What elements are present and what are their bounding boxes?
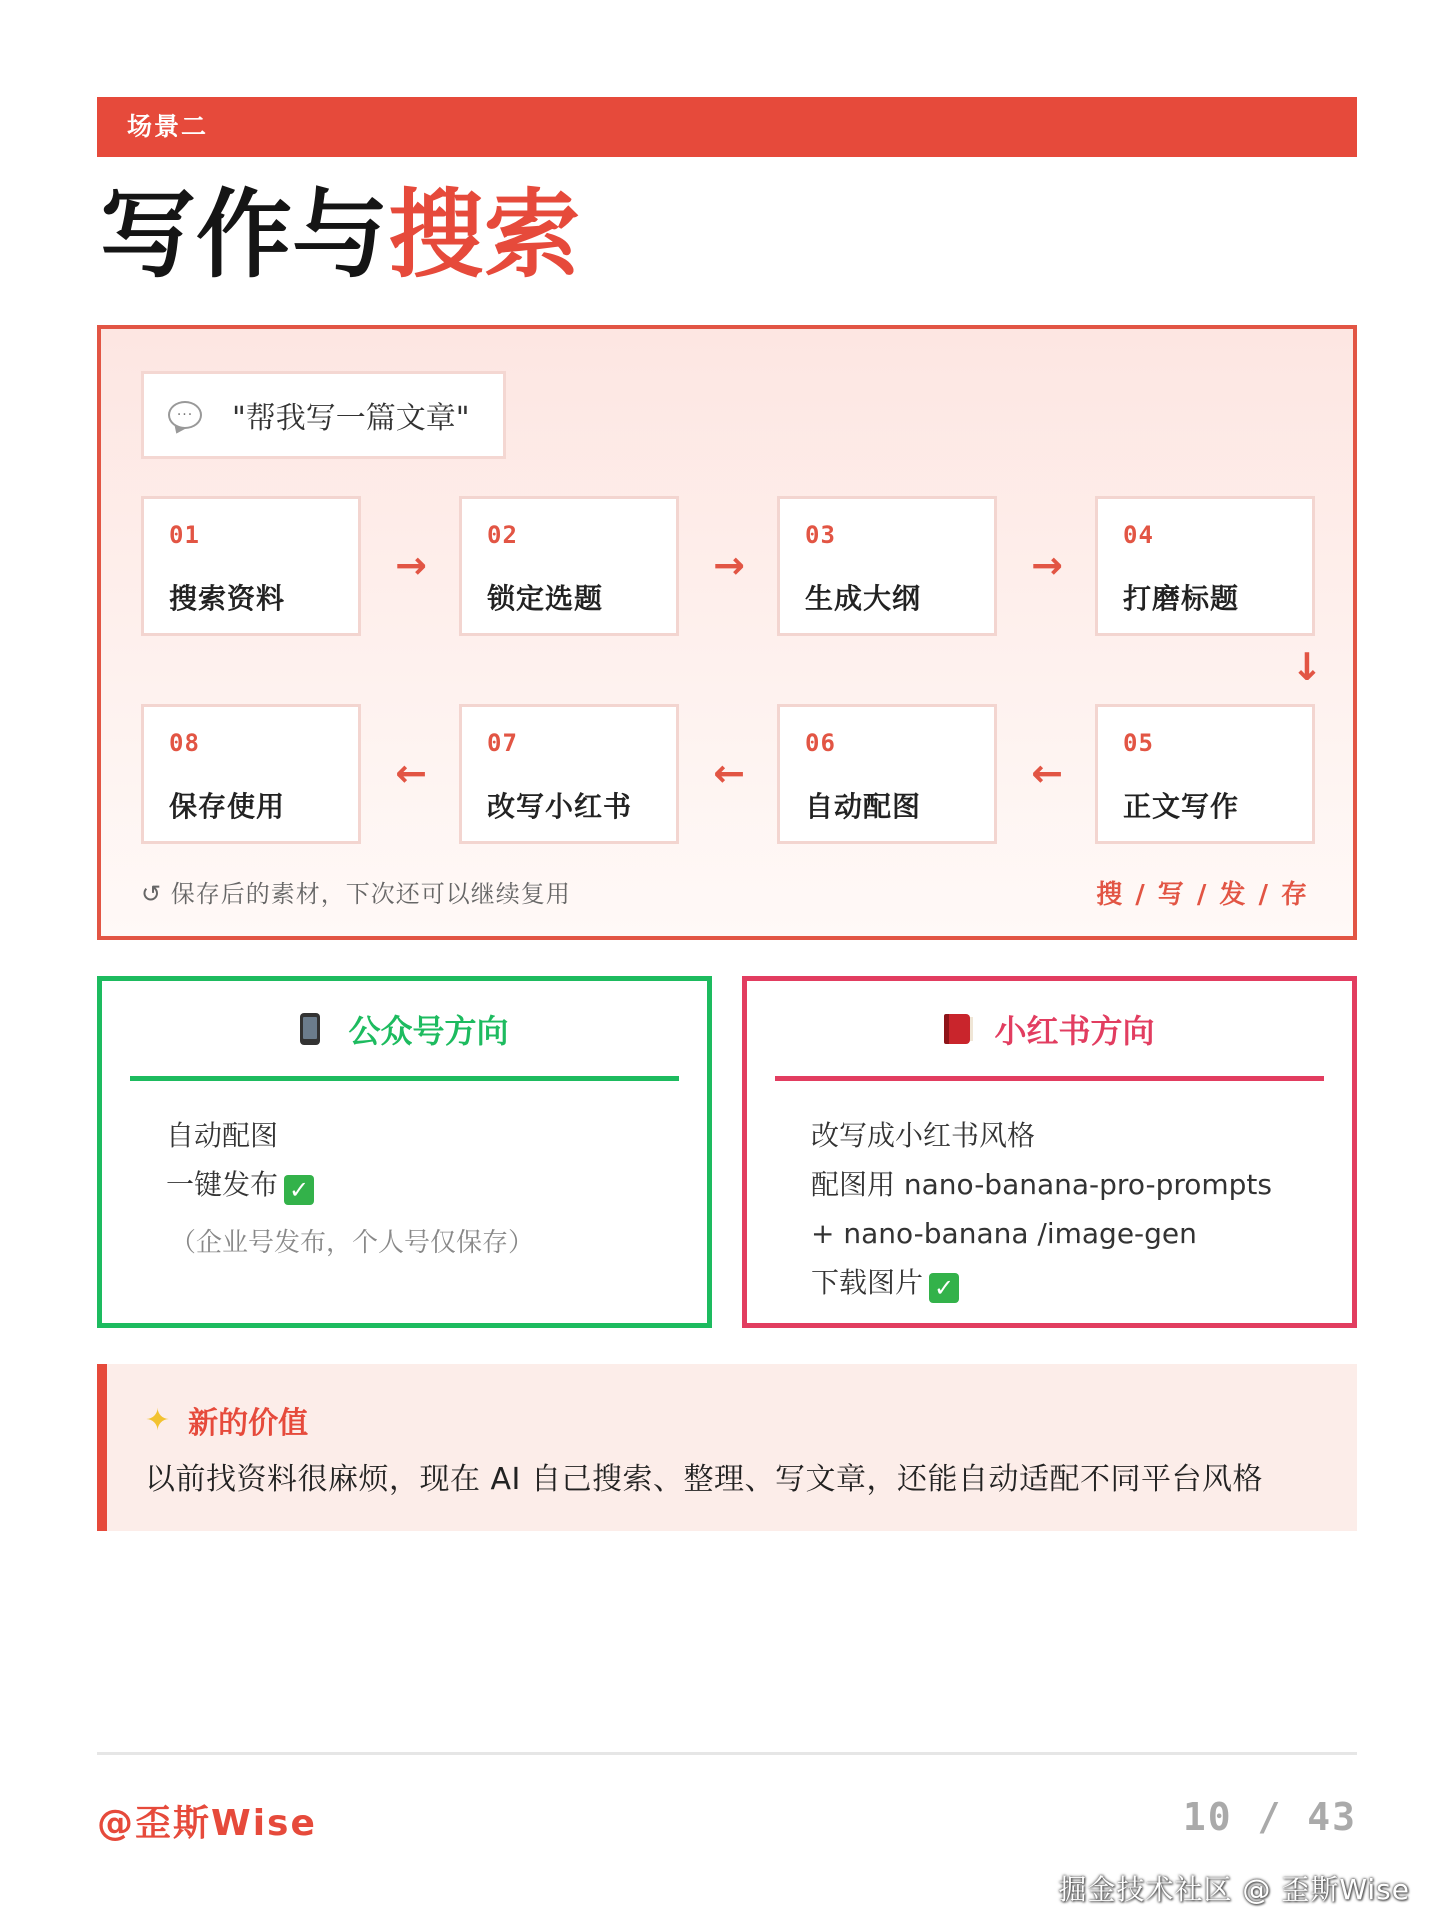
arrow-right-icon: →: [713, 543, 745, 587]
title-accent: 搜索: [388, 178, 580, 291]
step-number: 03: [805, 521, 836, 549]
step-02: [459, 496, 679, 636]
title-main: 写作与: [100, 178, 388, 291]
step-number: 06: [805, 729, 836, 757]
step-number: 02: [487, 521, 518, 549]
list-item: 配图用 nano-banana-pro-prompts: [811, 1168, 1272, 1201]
step-number: 07: [487, 729, 518, 757]
flow-tags: 搜 / 写 / 发 / 存: [1096, 880, 1309, 910]
wechat-note: （企业号发布，个人号仅保存）: [170, 1228, 535, 1258]
footer-divider: [97, 1752, 1357, 1755]
step-number: 04: [1123, 521, 1154, 549]
prompt-text: "帮我写一篇文章": [232, 401, 470, 436]
step-label: 打磨标题: [1123, 582, 1240, 615]
wechat-direction-card: [97, 976, 712, 1328]
list-item: 自动配图: [166, 1119, 279, 1152]
author-handle: @歪斯Wise: [97, 1803, 317, 1844]
red-book-icon: [944, 1014, 970, 1044]
scene-label: 场景二: [127, 112, 209, 141]
list-item: + nano-banana /image-gen: [811, 1217, 1197, 1250]
step-number: 08: [169, 729, 200, 757]
value-text: 以前找资料很麻烦，现在 AI 自己搜索、整理、写文章，还能自动适配不同平台风格: [145, 1462, 1263, 1497]
step-04: [1095, 496, 1315, 636]
step-number: 01: [169, 521, 200, 549]
wechat-card-body: [166, 1111, 534, 1268]
check-mark-icon: ✓: [284, 1175, 314, 1205]
workflow-panel: [97, 325, 1357, 940]
list-item-text: 下载图片: [811, 1266, 924, 1299]
step-03: [777, 496, 997, 636]
prompt-box: [141, 371, 506, 459]
value-title: 新的价值: [188, 1406, 309, 1441]
list-item-text: 一键发布: [166, 1168, 279, 1201]
watermark: 掘金技术社区 @ 歪斯Wise: [1058, 1873, 1410, 1906]
sparkle-icon: ✦: [145, 1402, 171, 1438]
scene-banner: [97, 97, 1357, 157]
step-label: 锁定选题: [487, 582, 604, 615]
arrow-down-icon: ↓: [1291, 645, 1323, 689]
step-06: [777, 704, 997, 844]
step-01: [141, 496, 361, 636]
check-mark-icon: ✓: [929, 1273, 959, 1303]
step-label: 生成大纲: [805, 582, 922, 615]
arrow-left-icon: ←: [395, 751, 427, 795]
list-item: 改写成小红书风格: [811, 1119, 1036, 1152]
page-number: 10 / 43: [1182, 1795, 1357, 1839]
step-05: [1095, 704, 1315, 844]
xiaohongshu-card-header: [775, 981, 1324, 1081]
wechat-card-header: [130, 981, 679, 1081]
xiaohongshu-direction-card: [742, 976, 1357, 1328]
arrow-right-icon: →: [1031, 543, 1063, 587]
value-callout: [97, 1364, 1357, 1531]
step-07: [459, 704, 679, 844]
phone-icon: [300, 1013, 320, 1045]
xiaohongshu-card-title: 小红书方向: [994, 1011, 1155, 1050]
arrow-right-icon: →: [395, 543, 427, 587]
list-item: [811, 1258, 1272, 1307]
arrow-left-icon: ←: [1031, 751, 1063, 795]
step-label: 搜索资料: [169, 582, 286, 615]
arrow-left-icon: ←: [713, 751, 745, 795]
list-item: [166, 1160, 534, 1209]
step-label: 正文写作: [1123, 790, 1240, 823]
xiaohongshu-card-body: [811, 1111, 1272, 1307]
reuse-note: ↺ 保存后的素材，下次还可以继续复用: [141, 880, 571, 908]
step-08: [141, 704, 361, 844]
step-label: 改写小红书: [487, 790, 633, 823]
step-number: 05: [1123, 729, 1154, 757]
step-label: 自动配图: [805, 790, 922, 823]
step-label: 保存使用: [169, 790, 286, 823]
speech-bubble-icon: ···: [168, 401, 202, 429]
value-header: [145, 1398, 308, 1442]
page-title: [100, 180, 580, 290]
wechat-card-title: 公众号方向: [348, 1011, 509, 1050]
